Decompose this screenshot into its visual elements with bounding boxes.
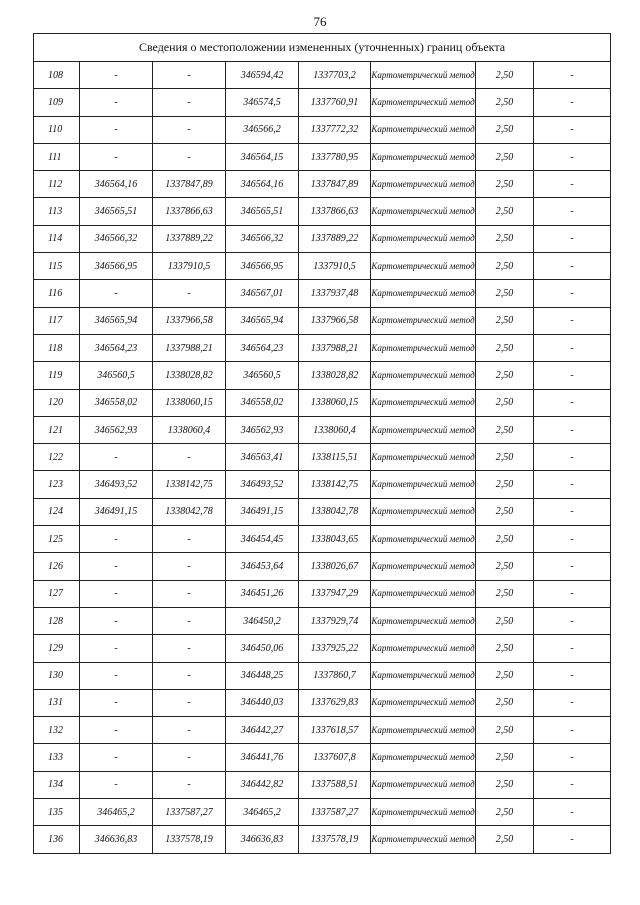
point-number-cell: 126 xyxy=(34,553,80,580)
refined-y-cell: 1338043,65 xyxy=(299,526,371,553)
table-row xyxy=(34,444,611,471)
existing-x-cell: - xyxy=(80,771,153,798)
refined-y-cell: 1338060,15 xyxy=(299,389,371,416)
refined-x-cell: 346442,82 xyxy=(226,771,299,798)
point-number-cell: 117 xyxy=(34,307,80,334)
table-row xyxy=(34,198,611,225)
existing-y-cell: 1338028,82 xyxy=(153,362,226,389)
existing-y-cell: 1338060,15 xyxy=(153,389,226,416)
table-row xyxy=(34,307,611,334)
refined-y-cell: 1337988,21 xyxy=(299,334,371,361)
existing-y-cell: - xyxy=(153,580,226,607)
point-number-cell: 125 xyxy=(34,526,80,553)
refined-y-cell: 1338142,75 xyxy=(299,471,371,498)
existing-y-cell: 1337910,5 xyxy=(153,253,226,280)
accuracy-cell: 2,50 xyxy=(476,62,534,89)
refined-y-cell: 1338042,78 xyxy=(299,498,371,525)
refined-y-cell: 1337772,32 xyxy=(299,116,371,143)
point-number-cell: 110 xyxy=(34,116,80,143)
accuracy-cell: 2,50 xyxy=(476,225,534,252)
refined-x-cell: 346562,93 xyxy=(226,416,299,443)
description-cell: - xyxy=(534,498,611,525)
existing-y-cell: - xyxy=(153,771,226,798)
refined-x-cell: 346442,27 xyxy=(226,717,299,744)
point-number-cell: 127 xyxy=(34,580,80,607)
existing-x-cell: - xyxy=(80,744,153,771)
existing-y-cell: 1337847,89 xyxy=(153,171,226,198)
description-cell: - xyxy=(534,225,611,252)
method-cell: Картометрический метод xyxy=(371,607,476,634)
existing-y-cell: - xyxy=(153,635,226,662)
table-row xyxy=(34,389,611,416)
table-row xyxy=(34,799,611,826)
refined-y-cell: 1337618,57 xyxy=(299,717,371,744)
method-cell: Картометрический метод xyxy=(371,799,476,826)
accuracy-cell: 2,50 xyxy=(476,143,534,170)
method-cell: Картометрический метод xyxy=(371,116,476,143)
table-row xyxy=(34,171,611,198)
method-cell: Картометрический метод xyxy=(371,635,476,662)
refined-y-cell: 1337947,29 xyxy=(299,580,371,607)
accuracy-cell: 2,50 xyxy=(476,116,534,143)
accuracy-cell: 2,50 xyxy=(476,198,534,225)
existing-y-cell: - xyxy=(153,143,226,170)
table-row xyxy=(34,280,611,307)
refined-x-cell: 346564,15 xyxy=(226,143,299,170)
point-number-cell: 136 xyxy=(34,826,80,853)
refined-y-cell: 1338028,82 xyxy=(299,362,371,389)
existing-y-cell: - xyxy=(153,62,226,89)
existing-y-cell: - xyxy=(153,607,226,634)
refined-x-cell: 346465,2 xyxy=(226,799,299,826)
description-cell: - xyxy=(534,444,611,471)
table-row xyxy=(34,89,611,116)
existing-x-cell: 346564,16 xyxy=(80,171,153,198)
description-cell: - xyxy=(534,717,611,744)
point-number-cell: 123 xyxy=(34,471,80,498)
table-row xyxy=(34,580,611,607)
existing-x-cell: 346566,32 xyxy=(80,225,153,252)
accuracy-cell: 2,50 xyxy=(476,253,534,280)
description-cell: - xyxy=(534,334,611,361)
description-cell: - xyxy=(534,171,611,198)
method-cell: Картометрический метод xyxy=(371,744,476,771)
method-cell: Картометрический метод xyxy=(371,526,476,553)
refined-y-cell: 1337760,91 xyxy=(299,89,371,116)
accuracy-cell: 2,50 xyxy=(476,607,534,634)
description-cell: - xyxy=(534,744,611,771)
method-cell: Картометрический метод xyxy=(371,580,476,607)
existing-x-cell: 346565,94 xyxy=(80,307,153,334)
method-cell: Картометрический метод xyxy=(371,198,476,225)
point-number-cell: 109 xyxy=(34,89,80,116)
description-cell: - xyxy=(534,280,611,307)
description-cell: - xyxy=(534,307,611,334)
table-row xyxy=(34,62,611,89)
description-cell: - xyxy=(534,62,611,89)
method-cell: Картометрический метод xyxy=(371,771,476,798)
refined-x-cell: 346594,42 xyxy=(226,62,299,89)
accuracy-cell: 2,50 xyxy=(476,717,534,744)
refined-x-cell: 346451,26 xyxy=(226,580,299,607)
table-row xyxy=(34,362,611,389)
accuracy-cell: 2,50 xyxy=(476,362,534,389)
refined-x-cell: 346566,2 xyxy=(226,116,299,143)
refined-y-cell: 1337703,2 xyxy=(299,62,371,89)
refined-x-cell: 346448,25 xyxy=(226,662,299,689)
existing-x-cell: 346564,23 xyxy=(80,334,153,361)
method-cell: Картометрический метод xyxy=(371,444,476,471)
table-row xyxy=(34,826,611,853)
existing-x-cell: - xyxy=(80,526,153,553)
table-row xyxy=(34,253,611,280)
refined-x-cell: 346491,15 xyxy=(226,498,299,525)
refined-y-cell: 1338115,51 xyxy=(299,444,371,471)
existing-y-cell: - xyxy=(153,444,226,471)
refined-x-cell: 346450,2 xyxy=(226,607,299,634)
existing-x-cell: 346465,2 xyxy=(80,799,153,826)
existing-y-cell: - xyxy=(153,553,226,580)
accuracy-cell: 2,50 xyxy=(476,307,534,334)
page-number: 76 xyxy=(313,14,327,29)
existing-x-cell: 346636,83 xyxy=(80,826,153,853)
refined-x-cell: 346566,32 xyxy=(226,225,299,252)
point-number-cell: 108 xyxy=(34,62,80,89)
table-row xyxy=(34,116,611,143)
existing-x-cell: - xyxy=(80,89,153,116)
refined-x-cell: 346564,16 xyxy=(226,171,299,198)
method-cell: Картометрический метод xyxy=(371,389,476,416)
point-number-cell: 122 xyxy=(34,444,80,471)
refined-y-cell: 1338060,4 xyxy=(299,416,371,443)
accuracy-cell: 2,50 xyxy=(476,635,534,662)
method-cell: Картометрический метод xyxy=(371,471,476,498)
point-number-cell: 116 xyxy=(34,280,80,307)
refined-y-cell: 1337588,51 xyxy=(299,771,371,798)
method-cell: Картометрический метод xyxy=(371,553,476,580)
existing-x-cell: 346566,95 xyxy=(80,253,153,280)
description-cell: - xyxy=(534,389,611,416)
accuracy-cell: 2,50 xyxy=(476,389,534,416)
existing-y-cell: 1337587,27 xyxy=(153,799,226,826)
method-cell: Картометрический метод xyxy=(371,334,476,361)
existing-x-cell: 346491,15 xyxy=(80,498,153,525)
refined-x-cell: 346441,76 xyxy=(226,744,299,771)
existing-x-cell: - xyxy=(80,635,153,662)
accuracy-cell: 2,50 xyxy=(476,444,534,471)
accuracy-cell: 2,50 xyxy=(476,334,534,361)
refined-x-cell: 346567,01 xyxy=(226,280,299,307)
refined-x-cell: 346560,5 xyxy=(226,362,299,389)
existing-x-cell: - xyxy=(80,607,153,634)
table-caption: Сведения о местоположении измененных (уточненных) границ объекта xyxy=(34,34,611,62)
table-row xyxy=(34,689,611,716)
table-row xyxy=(34,471,611,498)
existing-y-cell: 1337988,21 xyxy=(153,334,226,361)
method-cell: Картометрический метод xyxy=(371,416,476,443)
point-number-cell: 119 xyxy=(34,362,80,389)
method-cell: Картометрический метод xyxy=(371,689,476,716)
existing-x-cell: - xyxy=(80,580,153,607)
existing-x-cell: 346560,5 xyxy=(80,362,153,389)
refined-y-cell: 1337780,95 xyxy=(299,143,371,170)
existing-y-cell: - xyxy=(153,689,226,716)
accuracy-cell: 2,50 xyxy=(476,580,534,607)
refined-y-cell: 1337587,27 xyxy=(299,799,371,826)
table-row xyxy=(34,771,611,798)
point-number-cell: 115 xyxy=(34,253,80,280)
existing-y-cell: 1337866,63 xyxy=(153,198,226,225)
point-number-cell: 132 xyxy=(34,717,80,744)
refined-x-cell: 346453,64 xyxy=(226,553,299,580)
existing-y-cell: - xyxy=(153,717,226,744)
existing-x-cell: - xyxy=(80,662,153,689)
description-cell: - xyxy=(534,580,611,607)
point-number-cell: 111 xyxy=(34,143,80,170)
table-row xyxy=(34,717,611,744)
table-row xyxy=(34,225,611,252)
existing-x-cell: - xyxy=(80,717,153,744)
refined-x-cell: 346566,95 xyxy=(226,253,299,280)
existing-x-cell: - xyxy=(80,689,153,716)
description-cell: - xyxy=(534,89,611,116)
description-cell: - xyxy=(534,771,611,798)
existing-x-cell: 346562,93 xyxy=(80,416,153,443)
existing-x-cell: 346558,02 xyxy=(80,389,153,416)
refined-x-cell: 346454,45 xyxy=(226,526,299,553)
refined-x-cell: 346564,23 xyxy=(226,334,299,361)
description-cell: - xyxy=(534,253,611,280)
existing-y-cell: 1338042,78 xyxy=(153,498,226,525)
existing-y-cell: - xyxy=(153,280,226,307)
point-number-cell: 121 xyxy=(34,416,80,443)
refined-y-cell: 1337966,58 xyxy=(299,307,371,334)
method-cell: Картометрический метод xyxy=(371,280,476,307)
description-cell: - xyxy=(534,526,611,553)
accuracy-cell: 2,50 xyxy=(476,280,534,307)
description-cell: - xyxy=(534,799,611,826)
refined-y-cell: 1337929,74 xyxy=(299,607,371,634)
refined-y-cell: 1337910,5 xyxy=(299,253,371,280)
point-number-cell: 129 xyxy=(34,635,80,662)
refined-x-cell: 346565,94 xyxy=(226,307,299,334)
refined-x-cell: 346450,06 xyxy=(226,635,299,662)
method-cell: Картометрический метод xyxy=(371,171,476,198)
table-row xyxy=(34,526,611,553)
point-number-cell: 130 xyxy=(34,662,80,689)
refined-y-cell: 1337889,22 xyxy=(299,225,371,252)
existing-y-cell: - xyxy=(153,744,226,771)
existing-x-cell: - xyxy=(80,444,153,471)
refined-x-cell: 346563,41 xyxy=(226,444,299,471)
method-cell: Картометрический метод xyxy=(371,143,476,170)
method-cell: Картометрический метод xyxy=(371,225,476,252)
accuracy-cell: 2,50 xyxy=(476,799,534,826)
existing-y-cell: 1337578,19 xyxy=(153,826,226,853)
description-cell: - xyxy=(534,662,611,689)
description-cell: - xyxy=(534,635,611,662)
coordinates-table xyxy=(33,33,611,854)
point-number-cell: 120 xyxy=(34,389,80,416)
point-number-cell: 133 xyxy=(34,744,80,771)
point-number-cell: 131 xyxy=(34,689,80,716)
existing-x-cell: 346565,51 xyxy=(80,198,153,225)
table-row xyxy=(34,416,611,443)
table-row xyxy=(34,143,611,170)
method-cell: Картометрический метод xyxy=(371,62,476,89)
table-row xyxy=(34,635,611,662)
description-cell: - xyxy=(534,553,611,580)
description-cell: - xyxy=(534,362,611,389)
refined-x-cell: 346558,02 xyxy=(226,389,299,416)
method-cell: Картометрический метод xyxy=(371,307,476,334)
accuracy-cell: 2,50 xyxy=(476,526,534,553)
refined-y-cell: 1337629,83 xyxy=(299,689,371,716)
refined-y-cell: 1338026,67 xyxy=(299,553,371,580)
refined-x-cell: 346493,52 xyxy=(226,471,299,498)
method-cell: Картометрический метод xyxy=(371,362,476,389)
description-cell: - xyxy=(534,471,611,498)
existing-y-cell: 1338142,75 xyxy=(153,471,226,498)
point-number-cell: 112 xyxy=(34,171,80,198)
existing-y-cell: - xyxy=(153,662,226,689)
existing-x-cell: - xyxy=(80,553,153,580)
description-cell: - xyxy=(534,143,611,170)
existing-y-cell: 1337889,22 xyxy=(153,225,226,252)
point-number-cell: 114 xyxy=(34,225,80,252)
accuracy-cell: 2,50 xyxy=(476,416,534,443)
existing-x-cell: - xyxy=(80,62,153,89)
description-cell: - xyxy=(534,198,611,225)
refined-x-cell: 346574,5 xyxy=(226,89,299,116)
point-number-cell: 118 xyxy=(34,334,80,361)
refined-y-cell: 1337578,19 xyxy=(299,826,371,853)
existing-x-cell: - xyxy=(80,280,153,307)
existing-x-cell: 346493,52 xyxy=(80,471,153,498)
method-cell: Картометрический метод xyxy=(371,826,476,853)
accuracy-cell: 2,50 xyxy=(476,689,534,716)
method-cell: Картометрический метод xyxy=(371,89,476,116)
method-cell: Картометрический метод xyxy=(371,253,476,280)
refined-y-cell: 1337937,48 xyxy=(299,280,371,307)
existing-y-cell: 1337966,58 xyxy=(153,307,226,334)
existing-x-cell: - xyxy=(80,116,153,143)
table-row xyxy=(34,553,611,580)
table-caption-row xyxy=(34,34,611,62)
table-row xyxy=(34,498,611,525)
table-row xyxy=(34,744,611,771)
accuracy-cell: 2,50 xyxy=(476,171,534,198)
refined-x-cell: 346636,83 xyxy=(226,826,299,853)
existing-x-cell: - xyxy=(80,143,153,170)
table-row xyxy=(34,607,611,634)
refined-y-cell: 1337866,63 xyxy=(299,198,371,225)
accuracy-cell: 2,50 xyxy=(476,471,534,498)
point-number-cell: 134 xyxy=(34,771,80,798)
refined-y-cell: 1337925,22 xyxy=(299,635,371,662)
table-row xyxy=(34,334,611,361)
refined-y-cell: 1337860,7 xyxy=(299,662,371,689)
refined-x-cell: 346440,03 xyxy=(226,689,299,716)
accuracy-cell: 2,50 xyxy=(476,744,534,771)
point-number-cell: 113 xyxy=(34,198,80,225)
method-cell: Картометрический метод xyxy=(371,662,476,689)
description-cell: - xyxy=(534,689,611,716)
method-cell: Картометрический метод xyxy=(371,717,476,744)
existing-y-cell: 1338060,4 xyxy=(153,416,226,443)
point-number-cell: 124 xyxy=(34,498,80,525)
refined-y-cell: 1337847,89 xyxy=(299,171,371,198)
accuracy-cell: 2,50 xyxy=(476,662,534,689)
accuracy-cell: 2,50 xyxy=(476,89,534,116)
point-number-cell: 135 xyxy=(34,799,80,826)
accuracy-cell: 2,50 xyxy=(476,771,534,798)
description-cell: - xyxy=(534,116,611,143)
accuracy-cell: 2,50 xyxy=(476,553,534,580)
accuracy-cell: 2,50 xyxy=(476,498,534,525)
refined-x-cell: 346565,51 xyxy=(226,198,299,225)
description-cell: - xyxy=(534,826,611,853)
description-cell: - xyxy=(534,607,611,634)
existing-y-cell: - xyxy=(153,116,226,143)
description-cell: - xyxy=(534,416,611,443)
refined-y-cell: 1337607,8 xyxy=(299,744,371,771)
accuracy-cell: 2,50 xyxy=(476,826,534,853)
existing-y-cell: - xyxy=(153,89,226,116)
existing-y-cell: - xyxy=(153,526,226,553)
point-number-cell: 128 xyxy=(34,607,80,634)
method-cell: Картометрический метод xyxy=(371,498,476,525)
table-row xyxy=(34,662,611,689)
